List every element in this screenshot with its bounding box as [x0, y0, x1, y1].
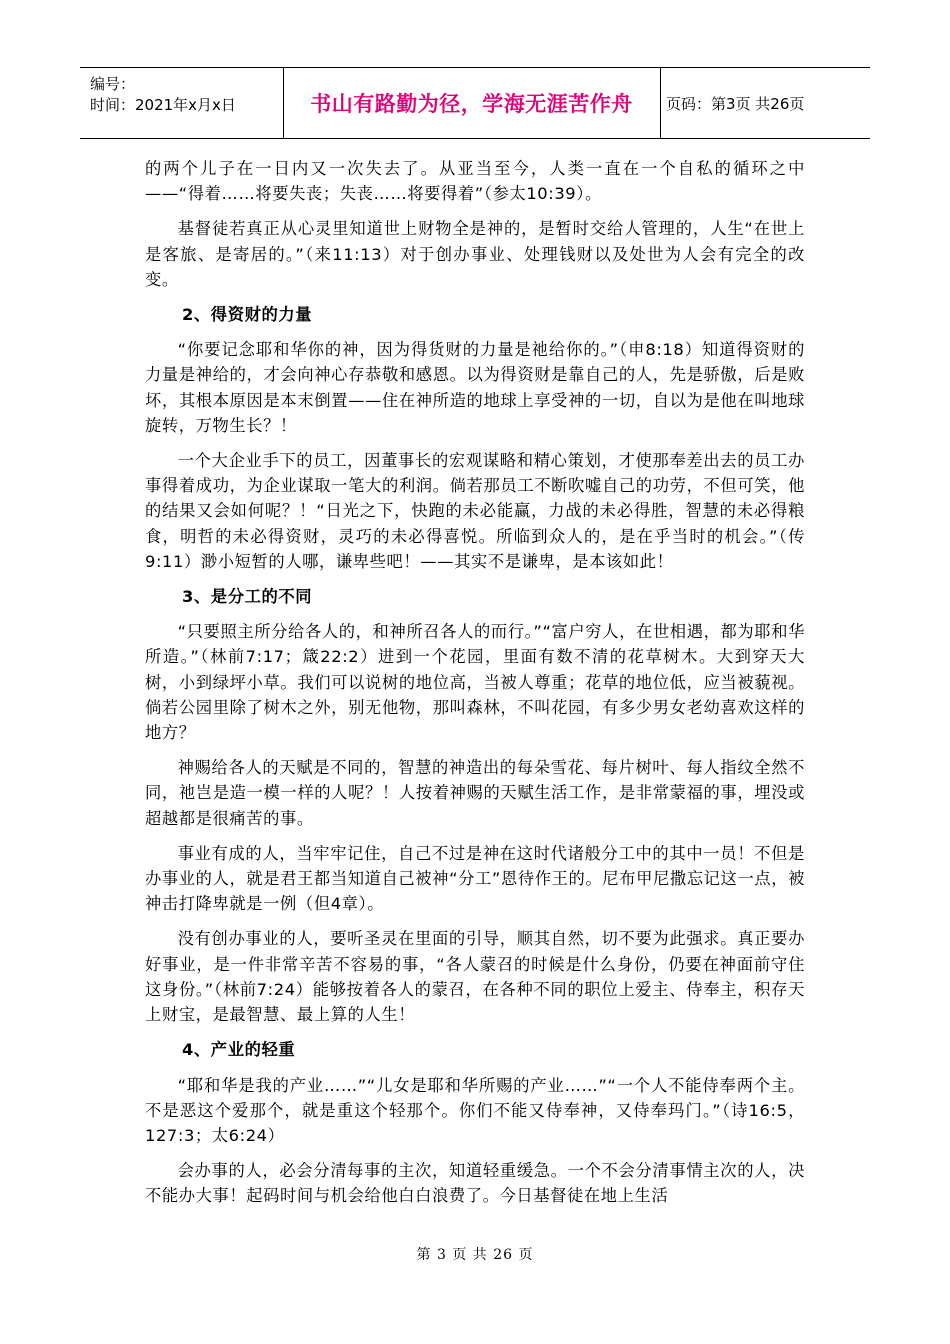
paragraph: “耶和华是我的产业……”“儿女是耶和华所赐的产业……”“一个人不能侍奉两个主。不是恶这个爱那个，就是重这个轻那个。你们不能又侍奉神，又侍奉玛门。”（诗16:5，127:3；太6:24） — [145, 1075, 805, 1145]
paragraph: “只要照主所分给各人的，和神所召各人的而行。”“富户穷人，在世相遇，都为耶和华所造。”（林前7:17；箴22:2）进到一个花园，里面有数不清的花草树木。大到穿天大树，小到绿坪小草。我们可以说树的地位高，当被人尊重；花草的地位低，应当被藐视。倘若公园里除了树木之外，别无他物，那叫森林，不叫花园，有多少男女老幼喜欢这样的地方？ — [145, 622, 805, 743]
header-divider — [660, 68, 661, 138]
paragraph: “你要记念耶和华你的神，因为得货财的力量是祂给你的。”（申8:18）知道得资财的力量是神给的，才会向神心存恭敬和感恩。以为得资财是靠自己的人，先是骄傲，后是败坏，其根本原因是本末倒置——住在神所造的地球上享受神的一切，自以为是他在叫地球旋转，万物生长？！ — [145, 340, 805, 435]
document-header — [80, 67, 870, 139]
paragraph: 事业有成的人，当牢牢记住，自己不过是神在这时代诸般分工中的其中一员！不但是办事业的人，就是君王都当知道自己被神“分工”恩待作王的。尼布甲尼撒忘记这一点，被神击打降卑就是一例（但4章）。 — [145, 843, 805, 914]
paragraph: 没有创办事业的人，要听圣灵在里面的引导，顺其自然，切不要为此强求。真正要办好事业，是一件非常辛苦不容易的事，“各人蒙召的时候是什么身份，仍要在神面前守住这身份。”（林前7:24）能够按着各人的蒙召，在各种不同的职位上爱主、侍奉主，积存天上财宝，是最智慧、最上算的人生！ — [145, 929, 805, 1025]
paragraph: 神赐给各人的天赋是不同的，智慧的神造出的每朵雪花、每片树叶、每人指纹全然不同，祂岂是造一模一样的人呢？！人按着神赐的天赋生活工作，是非常蒙福的事，埋没或超越都是很痛苦的事。 — [145, 758, 805, 828]
paragraph: 基督徒若真正从心灵里知道世上财物全是神的，是暂时交给人管理的，人生“在世上是客旅、是寄居的。”（来11:13）对于创办事业、处理钱财以及处世为人会有完全的改变。 — [145, 219, 805, 289]
header-page-number: 页码：第3页 共26页 — [666, 94, 805, 113]
section-heading: 3、是分工的不同 — [182, 587, 313, 607]
page-footer: 第 3 页 共 26 页 — [416, 1247, 534, 1263]
document-body — [145, 156, 805, 1219]
header-motto: 书山有路勤为径，学海无涯苦作舟 — [310, 92, 633, 116]
header-meta — [90, 74, 236, 116]
paragraph: 一个大企业手下的员工，因董事长的宏观谋略和精心策划，才使那奉差出去的员工办事得着成功，为企业谋取一笔大的利润。倘若那员工不断吹嘘自己的功劳，不但可笑，他的结果又会如何呢？！“日光之下，快跑的未必能赢，力战的未必得胜，智慧的未必得粮食，明哲的未必得资财，灵巧的未必得喜悦。所临到众人的，是在乎当时的机会。”（传9:11）渺小短暂的人哪，谦卑些吧！——其实不是谦卑，是本该如此！ — [145, 451, 805, 571]
document-date-label: 时间：2021年x月x日 — [90, 96, 236, 114]
document-number-label: 编号： — [90, 75, 136, 93]
section-heading: 2、得资财的力量 — [182, 305, 313, 325]
paragraph: 会办事的人，必会分清每事的主次，知道轻重缓急。一个不会分清事情主次的人，决不能办大事！起码时间与机会给他白白浪费了。今日基督徒在地上生活 — [145, 1161, 805, 1206]
paragraph: 的两个儿子在一日内又一次失去了。从亚当至今，人类一直在一个自私的循环之中——“得着……将要失丧；失丧……将要得着”（参太10:39）。 — [145, 159, 805, 204]
section-heading: 4、产业的轻重 — [182, 1040, 296, 1060]
